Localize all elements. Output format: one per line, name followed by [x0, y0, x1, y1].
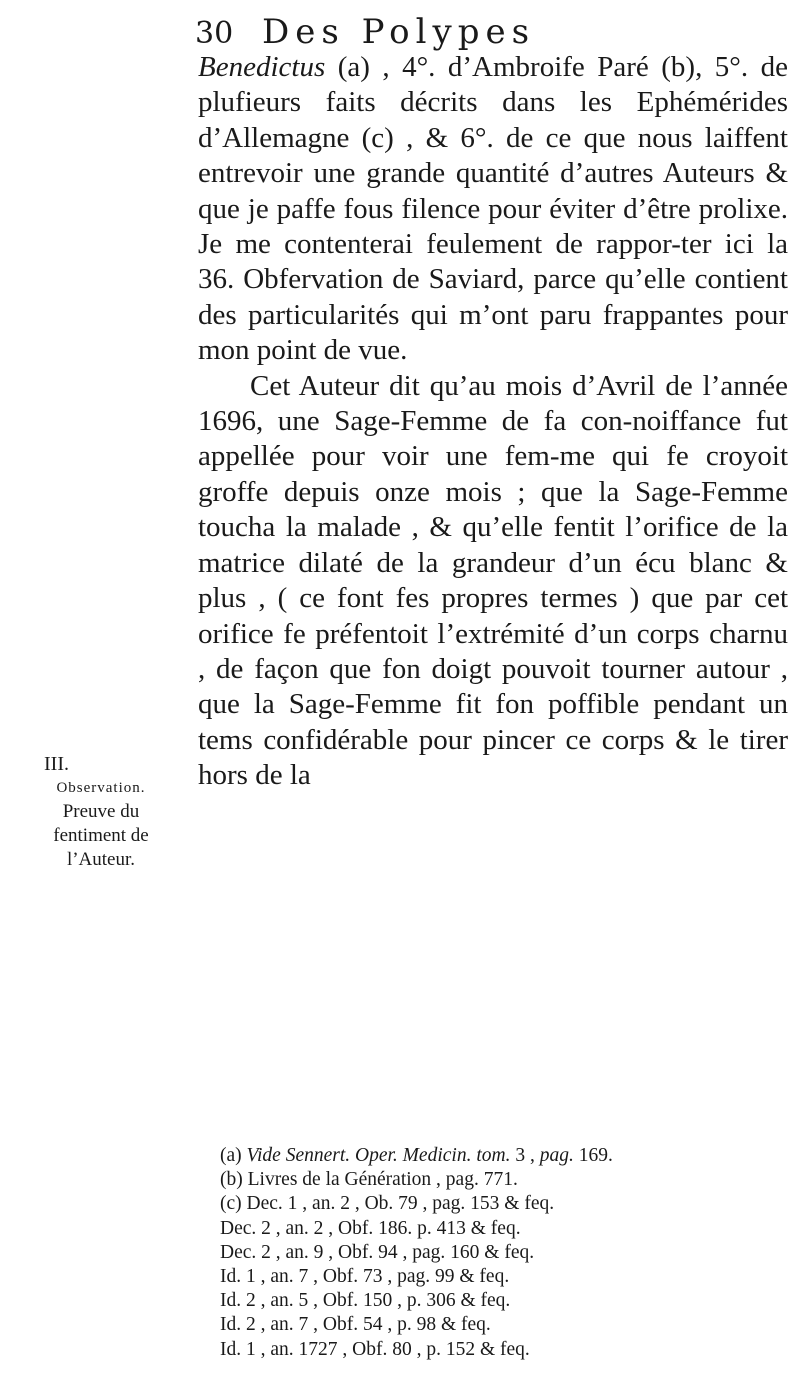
text-run: 169.: [573, 1145, 613, 1166]
margin-line: Preuve du: [62, 801, 140, 822]
text-run: Benedictus: [198, 51, 326, 83]
paragraph-2: Cet Auteur dit qu’au mois d’Avril de l’année 1696, une Sage-Femme de fa con-noiffance fut appellée pour voir une fem-me qui fe croyoit groffe depuis onze mois ; que la Sage-Femme toucha la malade , & qu’elle fentit l’orifice de la matrice dilaté de la grandeur d’un écu blanc & plus , ( ce font fes propres termes ) que par cet orifice fe préfentoit l’extrémité d’un corps charnu , de façon que fon doigt pouvoit tourner autour , que la Sage-Femme fit fon poffible pendant un tems confidérable pour pincer ce corps & le tirer hors de la: [198, 369, 788, 792]
footnote-line: Id. 1 , an. 1727 , Obf. 80 , p. 152 & feq.: [220, 1338, 530, 1360]
footnote-line: Dec. 2 , an. 2 , Obf. 186. p. 413 & feq.: [220, 1217, 521, 1239]
margin-line: l’Auteur.: [66, 849, 136, 870]
page-number: 30: [195, 16, 234, 51]
main-text: [198, 50, 788, 794]
footnote-line: Dec. 2 , an. 9 , Obf. 94 , pag. 160 & feq.: [220, 1241, 535, 1263]
text-run: 3 ,: [510, 1145, 540, 1166]
footnotes: [220, 1144, 785, 1362]
margin-line: fentiment de: [53, 825, 149, 846]
footnote-line: (b) Livres de la Génération , pag. 771.: [220, 1169, 518, 1191]
margin-heading: Observation.: [56, 780, 146, 796]
running-title: Des Polypes: [262, 12, 536, 52]
footnote-line: Id. 2 , an. 5 , Obf. 150 , p. 306 & feq.: [220, 1290, 511, 1312]
text-run: (a): [220, 1145, 247, 1166]
footnote-line: Id. 2 , an. 7 , Obf. 54 , p. 98 & feq.: [220, 1314, 491, 1336]
text-run: pag.: [539, 1145, 574, 1166]
footnote-line: Id. 1 , an. 7 , Obf. 73 , pag. 99 & feq.: [220, 1266, 510, 1288]
text-run: Vide Sennert. Oper. Medicin. tom.: [246, 1145, 511, 1166]
margin-note: [6, 752, 196, 872]
footnote-line: [220, 1144, 785, 1168]
text-run: (a) , 4°. d’Ambroife Paré (b), 5°. de plufieurs faits décrits dans les Ephémérides d’Allemagne (c) , & 6°. de ce que nous laiffent entrevoir une grande quantité d’autres Auteurs & que je paffe fous filence pour éviter d’être prolixe. Je me contenterai feulement de rappor-ter ici la 36. Obfervation de Saviard, parce qu’elle contient des particularités qui m’ont paru frappantes pour mon point de vue.: [198, 51, 788, 367]
margin-number: III.: [44, 753, 69, 775]
paragraph-1: [198, 50, 788, 369]
footnote-line: (c) Dec. 1 , an. 2 , Ob. 79 , pag. 153 & feq.: [220, 1193, 555, 1215]
